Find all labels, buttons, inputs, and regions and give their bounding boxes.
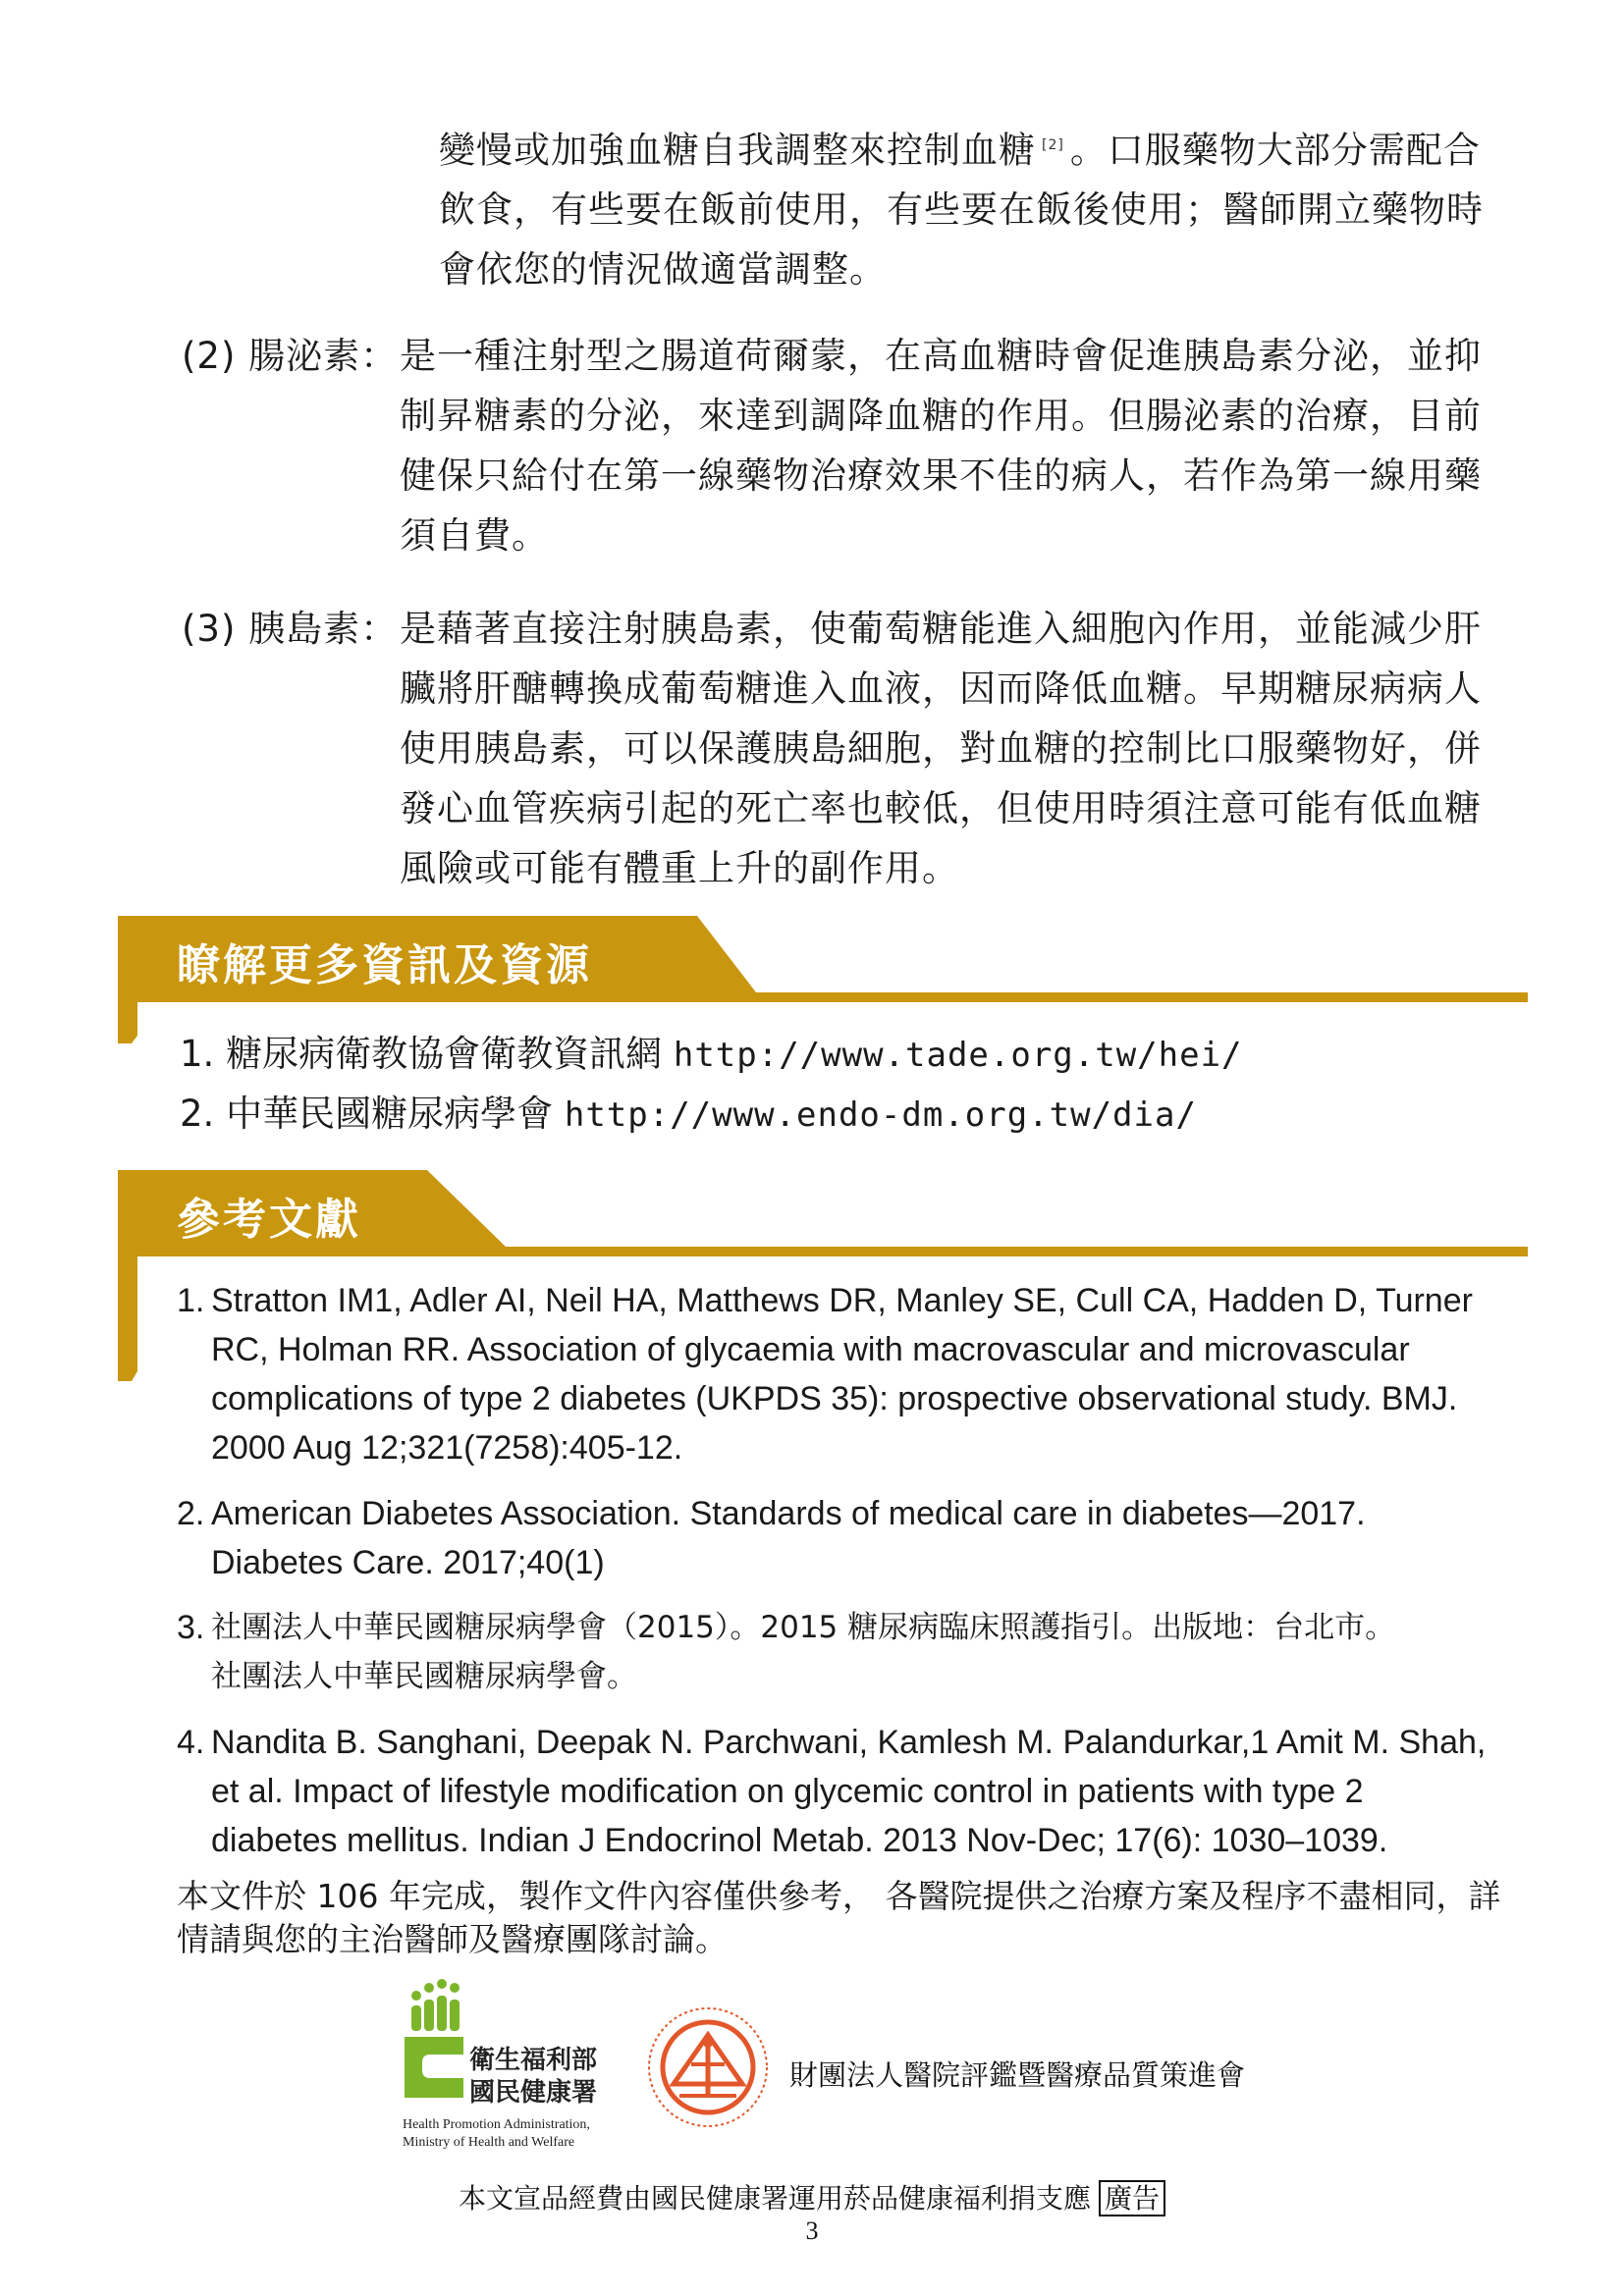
text-line: 2000 Aug 12;321(7258):405-12.: [211, 1429, 683, 1467]
text-line: Stratton IM1, Adler AI, Neil HA, Matthews DR, Manley SE, Cull CA, Hadden D, Turner: [211, 1282, 1473, 1319]
resource-item: [180, 1024, 1243, 1086]
continuation-paragraph: [439, 116, 1529, 299]
reference-number: 4.: [177, 1724, 205, 1761]
text-segment: 變慢或加強血糖自我調整來控制血糖: [439, 129, 1036, 172]
reference-number: 3.: [177, 1609, 205, 1646]
drug-item-incretin: [182, 326, 1529, 571]
jct-name: 財團法人醫院評鑑暨醫療品質策進會: [789, 2058, 1246, 2092]
item-number: 2.: [180, 1093, 215, 1135]
sponsor-note: [0, 2177, 1624, 2216]
text-line: 臟將肝醣轉換成葡萄糖進入血液，因而降低血糖。早期糖尿病病人: [400, 667, 1482, 710]
text-line: Nandita B. Sanghani, Deepak N. Parchwani, Kamlesh M. Palandurkar,1 Amit M. Shah,: [211, 1724, 1487, 1761]
logo-text: 衛生福利部: [469, 2046, 598, 2075]
text-line: complications of type 2 diabetes (UKPDS 35): prospective observational study. BMJ.: [211, 1380, 1458, 1417]
text-line: 須自費。: [400, 514, 549, 557]
text-line: 風險或可能有體重上升的副作用。: [400, 847, 959, 889]
logo-text: 國民健康署: [469, 2078, 598, 2108]
text-line: et al. Impact of lifestyle modification on glycemic control in patients with type 2: [211, 1773, 1364, 1810]
disclaimer: [177, 1875, 1532, 1961]
resource-link[interactable]: http://www.tade.org.tw/hei/: [673, 1036, 1243, 1075]
item-label: (3) 胰島素：: [182, 608, 399, 650]
page-number: 3: [805, 2216, 819, 2245]
jct-logo: [646, 2010, 1246, 2128]
text-line: 健保只給付在第一線藥物治療效果不佳的病人，若作為第一線用藥: [400, 454, 1482, 497]
text-line: 使用胰島素，可以保護胰島細胞，對血糖的控制比口服藥物好，併: [400, 727, 1482, 770]
resource-name: 糖尿病衛教協會衛教資訊網: [226, 1033, 663, 1075]
text-line: Diabetes Care. 2017;40(1): [211, 1544, 605, 1581]
logo-text: Health Promotion Administration,: [403, 2117, 590, 2132]
resource-item: [180, 1084, 1197, 1146]
text-line: 制昇糖素的分泌，來達到調降血糖的作用。但腸泌素的治療，目前: [400, 395, 1482, 437]
text-line: 飲食，有些要在飯前使用，有些要在飯後使用；醫師開立藥物時: [439, 188, 1484, 232]
text-line: 社團法人中華民國糖尿病學會（2015）。2015 糖尿病臨床照護指引。出版地：台北市。: [211, 1610, 1396, 1645]
text-segment: 。口服藥物大部分需配合: [1069, 129, 1481, 172]
hpa-name: [469, 2045, 597, 2109]
sponsor-text: 本文宣品經費由國民健康署運用菸品健康福利捐支應: [458, 2182, 1091, 2215]
section-title: 瞭解更多資訊及資源: [177, 940, 592, 990]
section-title: 參考文獻: [177, 1195, 361, 1245]
drug-item-insulin: [182, 599, 1529, 903]
ad-badge: 廣告: [1099, 2180, 1165, 2216]
logo-text: Ministry of Health and Welfare: [403, 2135, 575, 2150]
item-number: 1.: [180, 1033, 215, 1075]
text-line: 情請與您的主治醫師及醫療團隊討論。: [177, 1920, 728, 1958]
text-line: [439, 116, 1529, 180]
item-text: [400, 326, 1529, 565]
resource-name: 中華民國糖尿病學會: [226, 1093, 554, 1135]
text-line: RC, Holman RR. Association of glycaemia with macrovascular and microvascular: [211, 1331, 1410, 1368]
text-line: 是藉著直接注射胰島素，使葡萄糖能進入細胞內作用，並能減少肝: [400, 608, 1482, 650]
item-text: [400, 599, 1529, 898]
hpa-english-name: [403, 2116, 590, 2152]
reference-number: 1.: [177, 1282, 205, 1319]
text-line: 本文件於 106 年完成，製作文件內容僅供參考， 各醫院提供之治療方案及程序不盡相同，詳: [177, 1877, 1501, 1915]
hpa-emblem-icon: [403, 1976, 471, 2104]
text-line: 發心血管疾病引起的死亡率也較低，但使用時須注意可能有低血糖: [400, 787, 1482, 829]
item-label: (2) 腸泌素：: [182, 335, 399, 377]
hpa-logo: [403, 1976, 609, 2153]
citation-superscript: [2]: [1042, 137, 1064, 153]
text-line: 是一種注射型之腸道荷爾蒙，在高血糖時會促進胰島素分泌，並抑: [400, 335, 1482, 377]
reference-number: 2.: [177, 1495, 205, 1532]
text-line: American Diabetes Association. Standards of medical care in diabetes—2017.: [211, 1495, 1366, 1532]
text-line: diabetes mellitus. Indian J Endocrinol Metab. 2013 Nov-Dec; 17(6): 1030–1039.: [211, 1822, 1388, 1859]
text-line: 會依您的情況做適當調整。: [439, 248, 887, 292]
text-line: 社團法人中華民國糖尿病學會。: [211, 1659, 637, 1694]
jct-seal-icon: [646, 2005, 774, 2133]
resource-link[interactable]: http://www.endo-dm.org.tw/dia/: [564, 1095, 1197, 1135]
